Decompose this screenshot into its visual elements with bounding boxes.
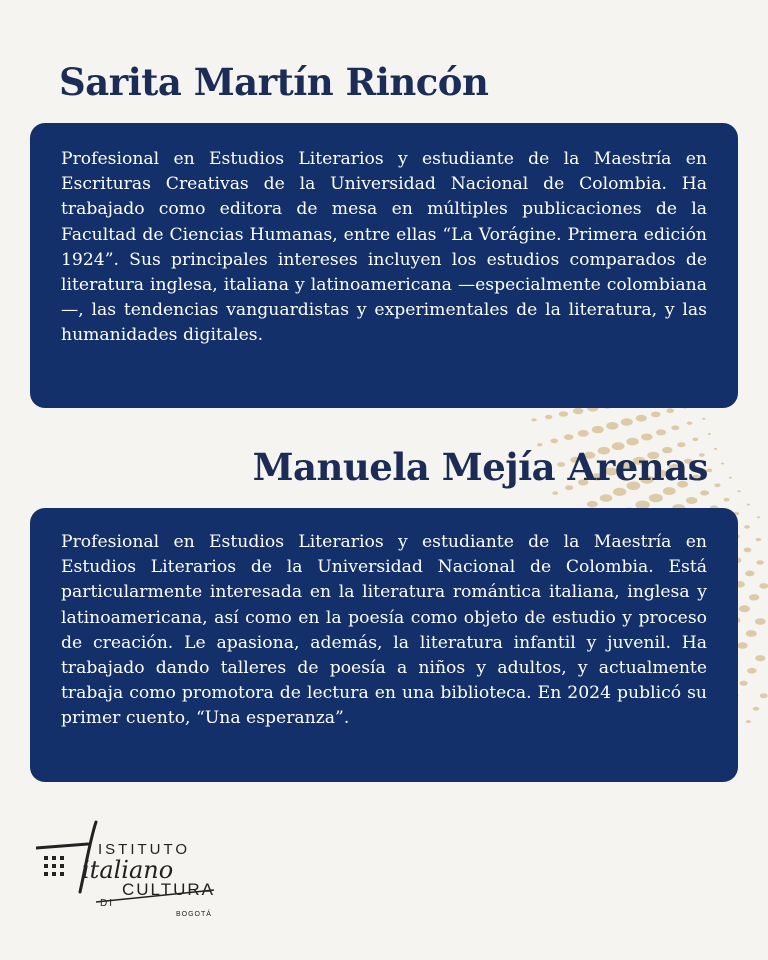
decorative-dot xyxy=(700,490,709,495)
decorative-dot xyxy=(739,605,750,612)
decorative-dot xyxy=(621,418,633,425)
decorative-dot xyxy=(667,408,675,413)
decorative-dot xyxy=(564,434,574,440)
decorative-dot xyxy=(686,497,697,504)
decorative-dot xyxy=(613,488,626,496)
decorative-dot xyxy=(760,693,768,698)
decorative-dot xyxy=(756,560,764,565)
logo-line-cultura: CULTURA xyxy=(122,880,216,899)
decorative-dot xyxy=(578,430,589,437)
decorative-dot xyxy=(759,583,768,589)
decorative-dot xyxy=(755,618,766,625)
decorative-dot xyxy=(737,642,748,649)
decorative-dot xyxy=(708,433,711,435)
decorative-dot xyxy=(714,448,717,450)
decorative-dot xyxy=(559,411,568,417)
decorative-dot xyxy=(749,594,759,600)
decorative-dot xyxy=(552,491,558,495)
decorative-dot xyxy=(729,477,732,479)
decorative-dot xyxy=(531,418,536,421)
decorative-dot xyxy=(592,426,604,433)
decorative-dot xyxy=(649,494,663,503)
logo-line-di: DI xyxy=(100,898,114,909)
decorative-dot xyxy=(651,412,661,418)
decorative-dot xyxy=(724,498,730,502)
decorative-dot xyxy=(692,438,698,442)
decorative-dot xyxy=(573,408,584,414)
decorative-dot xyxy=(600,494,612,502)
decorative-dot xyxy=(740,681,748,686)
logo-line-italiano: italiano xyxy=(82,856,174,884)
decorative-dot xyxy=(755,655,765,661)
decorative-dot xyxy=(746,630,757,637)
decorative-dot xyxy=(744,548,752,553)
profile-name-2: Manuela Mejía Arenas xyxy=(252,445,708,489)
profile-name-1: Sarita Martín Rincón xyxy=(59,60,489,104)
profile-bio-card-2 xyxy=(30,508,738,782)
logo-city: BOGOTÁ xyxy=(176,911,212,918)
decorative-dot xyxy=(757,516,760,518)
decorative-dot xyxy=(753,707,760,711)
decorative-dot xyxy=(745,571,754,577)
decorative-dot xyxy=(714,483,720,487)
logo-dot-grid-icon xyxy=(44,856,64,876)
decorative-dot xyxy=(671,425,679,430)
decorative-dot xyxy=(606,422,618,430)
decorative-dot xyxy=(636,415,647,422)
decorative-dot xyxy=(747,668,756,674)
decorative-dot xyxy=(744,525,750,529)
decorative-dot xyxy=(656,429,666,435)
decorative-dot xyxy=(721,463,724,465)
decorative-dot xyxy=(746,720,751,723)
profile-bio-2: Profesional en Estudios Literarios y estudiante de la Maestría en Estudios Literarios de la Universidad Nacional de Colombia. Está particularmente interesada en la literatura romántica italiana, inglesa y latinoamericana, así como en la poesía como objeto de estudio y proceso de creación. Le apasiona, además, la literatura infantil y juvenil. Ha trabajado dando talleres de poesía a niños y adultos, y actualmente trabaja como promotora de lectura en una biblioteca. En 2024 publicó su primer cuento, “Una esperanza”. xyxy=(61,532,707,729)
decorative-dot xyxy=(641,434,652,441)
decorative-dot xyxy=(587,501,598,508)
decorative-dot xyxy=(550,439,558,444)
decorative-dot xyxy=(702,418,705,420)
decorative-dot xyxy=(687,422,693,425)
profile-bio-card-1 xyxy=(30,123,738,408)
profile-bio-1: Profesional en Estudios Literarios y estudiante de la Maestría en Escrituras Creativas de la Universidad Nacional de Colombia. Ha trabajado como editora de mesa en múltiples publicaciones de la Facultad de Ciencias Humanas, entre ellas “La Vorágine. Primera edición 1924”. Sus principales intereses incluyen los estudios comparados de literatura inglesa, italiana y latinoamericana —especialmente colombiana—, las tendencias vanguardistas y experimentales de la literatura, y las humanidades digitales. xyxy=(61,149,707,346)
istituto-italiano-logo xyxy=(36,820,226,920)
decorative-dot xyxy=(737,490,740,492)
logo-line-istituto: ISTITUTO xyxy=(98,841,191,858)
decorative-dot xyxy=(756,538,762,541)
decorative-dot xyxy=(747,504,750,506)
decorative-dot xyxy=(545,415,552,420)
